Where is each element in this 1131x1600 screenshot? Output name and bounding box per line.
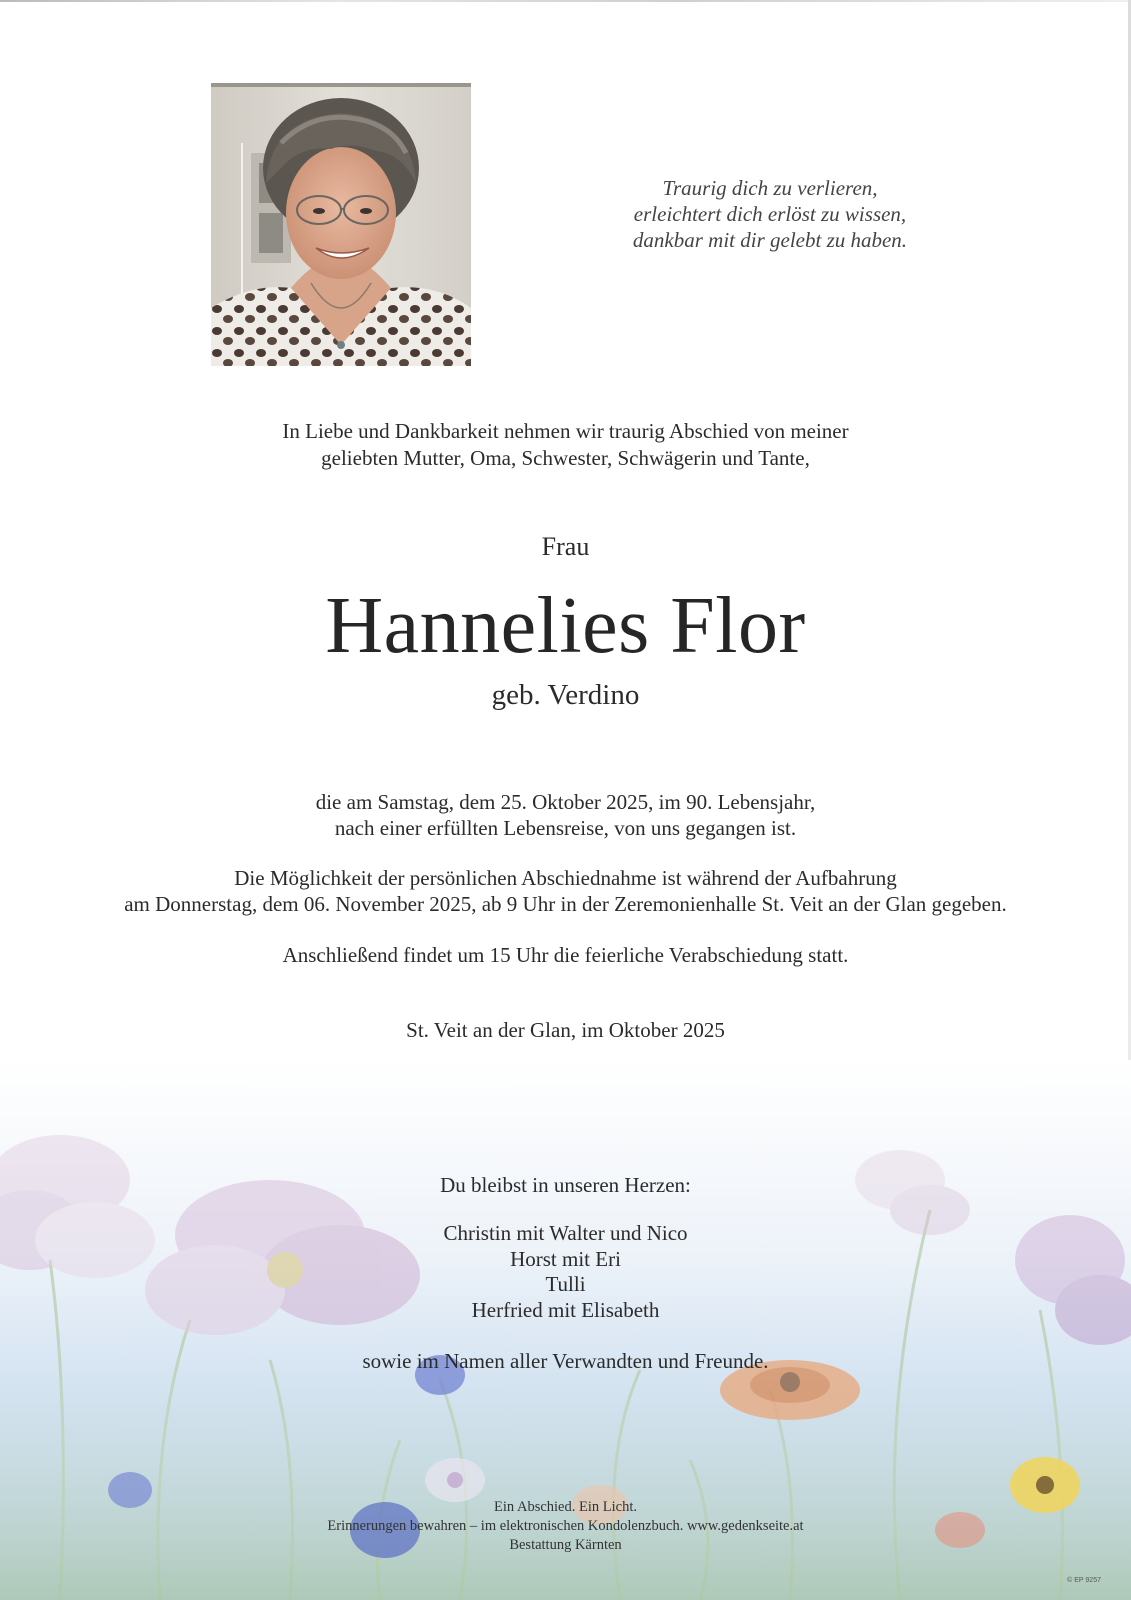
death-notice-line-1: die am Samstag, dem 25. Oktober 2025, im 90. Lebensjahr, (315, 790, 816, 814)
place-date: St. Veit an der Glan, im Oktober 2025 (406, 1018, 725, 1042)
intro-line-2: geliebten Mutter, Oma, Schwester, Schwägerin und Tante, (321, 446, 810, 470)
viewing-line-2: am Donnerstag, dem 06. November 2025, ab 9 Uhr in der Zeremonienhalle St. Veit an der Glan gegeben. (124, 892, 1007, 916)
motto-line-3: dankbar mit dir gelebt zu haben. (632, 228, 908, 252)
footer-line-2: Erinnerungen bewahren – im elektronischen Kondolenzbuch. www.gedenkseite.at (327, 1518, 804, 1534)
motto-verse (590, 175, 950, 253)
maiden-name: geb. Verdino (491, 679, 640, 711)
intro-text (0, 418, 1131, 472)
portrait-photo (211, 83, 471, 366)
footer (0, 1498, 1131, 1555)
viewing-line-1: Die Möglichkeit der persönlichen Abschiednahme ist während der Aufbahrung (234, 866, 897, 890)
death-notice (0, 789, 1131, 841)
mourners-list (0, 1221, 1131, 1323)
motto-line-1: Traurig dich zu verlieren, (662, 176, 878, 200)
mourner-2: Horst mit Eri (510, 1246, 621, 1271)
footer-line-1: Ein Abschied. Ein Licht. (494, 1499, 637, 1515)
mourner-4: Herfried mit Elisabeth (471, 1297, 660, 1322)
deceased-name: Hannelies Flor (325, 582, 806, 670)
top-edge-line (0, 0, 1131, 2)
viewing-notice (0, 865, 1131, 917)
mourners-heading: Du bleibst in unseren Herzen: (440, 1173, 691, 1197)
mourner-1: Christin mit Walter und Nico (443, 1221, 688, 1245)
intro-line-1: In Liebe und Dankbarkeit nehmen wir traurig Abschied von meiner (282, 419, 849, 443)
print-code: © EP 9257 (1067, 1577, 1101, 1584)
footer-line-3: Bestattung Kärnten (509, 1537, 622, 1553)
death-notice-line-2: nach einer erfüllten Lebensreise, von uns gegangen ist. (334, 816, 797, 840)
mourners-closing: sowie im Namen aller Verwandten und Freunde. (362, 1349, 769, 1373)
motto-line-2: erleichtert dich erlöst zu wissen, (633, 202, 907, 226)
ceremony-notice: Anschließend findet um 15 Uhr die feierliche Verabschiedung statt. (282, 943, 849, 967)
mourner-3: Tulli (545, 1272, 586, 1296)
salutation: Frau (541, 532, 590, 561)
